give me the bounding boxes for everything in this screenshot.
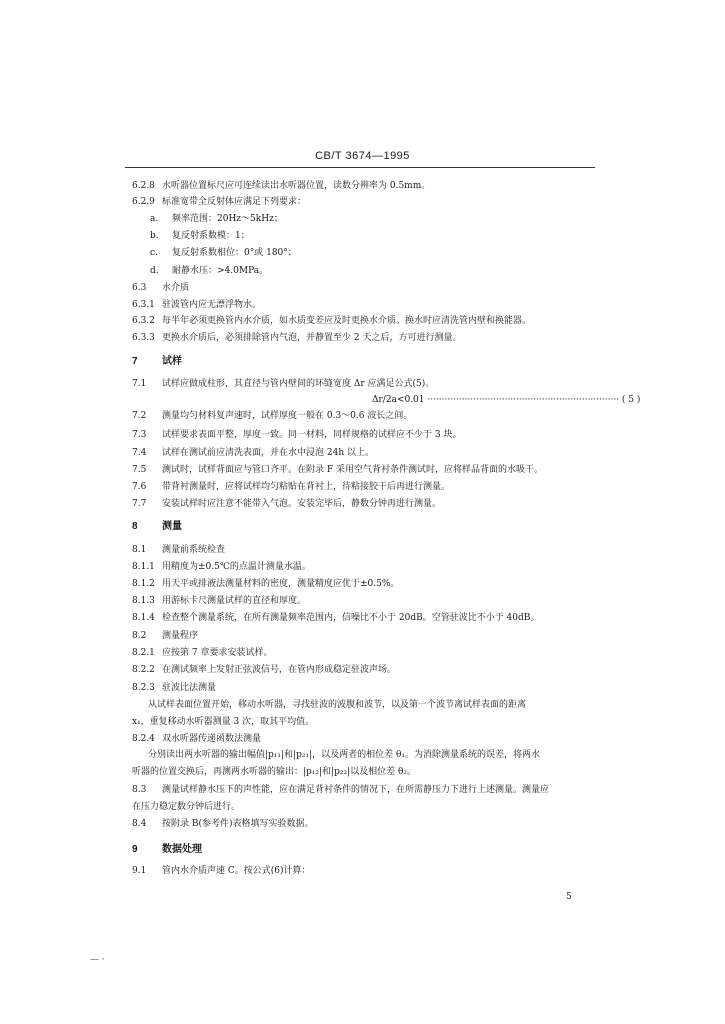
clause-text: 听器的位置交换后，再测两水听器的输出：|p₁₂|和|p₂₂|以及相位差 θ₂。 <box>132 767 416 777</box>
page-header: CB/T 3674—1995 <box>315 150 410 162</box>
text-line <box>372 395 640 406</box>
text-line <box>132 785 549 796</box>
text-line <box>132 411 412 422</box>
text-line <box>150 266 268 277</box>
clause-text: 按附录 B(参考件)表格填写实验数据。 <box>162 819 314 829</box>
clause-text: 测量试样静水压下的声性能，应在满足背衬条件的情况下，在所需静压力下进行上述测量。测量应 <box>162 785 550 795</box>
clause-text: 在压力稳定数分钟后进行。 <box>132 802 241 812</box>
clause-number: b. <box>150 231 159 241</box>
margin-mark: — · <box>90 955 105 965</box>
text-line <box>132 767 416 778</box>
clause-number: 8.2 <box>132 631 147 641</box>
clause-number: 9 <box>132 844 138 855</box>
clause-text: 测量程序 <box>162 631 199 641</box>
clause-number: 8.1.1 <box>132 562 155 572</box>
text-line <box>132 356 182 368</box>
clause-number: 6.3 <box>132 283 147 293</box>
clause-number: 8.2.2 <box>132 665 155 675</box>
clause-number: 8.1 <box>132 545 147 555</box>
text-line <box>132 562 311 573</box>
clause-text: 测试时，试样背面应与管口齐平。在附录 F 采用空气背衬条件测试时，应将样品背面的水吸干。 <box>162 465 543 475</box>
text-line <box>132 499 441 510</box>
page-number: 5 <box>566 892 572 902</box>
text-line <box>150 231 250 242</box>
clause-number: 7.7 <box>132 499 147 509</box>
text-line <box>132 579 399 590</box>
clause-number: 8.2.1 <box>132 648 155 658</box>
text-line <box>150 248 297 259</box>
clause-number: 8.3 <box>132 785 147 795</box>
clause-text: x₁，重复移动水听器测量 3 次，取其平均值。 <box>132 717 315 727</box>
text-line <box>148 750 540 761</box>
text-line <box>132 717 314 728</box>
clause-text: 水听器位置标尺应可连续读出水听器位置，读数分辨率为 0.5mm。 <box>162 181 431 191</box>
clause-text: 测量均匀材料复声速时，试样厚度一般在 0.3～0.6 波长之间。 <box>162 411 413 421</box>
clause-number: 8.1.3 <box>132 596 155 606</box>
clause-number: 8.1.2 <box>132 579 155 589</box>
text-line <box>132 683 216 694</box>
clause-text: 试样应做成柱形，其直径与管内壁间的环缝宽度 Δr 应满足公式(5)。 <box>162 379 435 389</box>
text-line <box>132 819 314 830</box>
clause-text: 试样 <box>162 356 182 367</box>
clause-text: 耐静水压：>4.0MPa。 <box>172 266 269 276</box>
clause-number: 6.3.2 <box>132 316 155 326</box>
text-line <box>132 181 430 192</box>
clause-number: 7.6 <box>132 482 147 492</box>
clause-text: 检查整个测量系统，在所有测量频率范围内，信噪比不小于 20dB。空管驻波比不小于 40dB。 <box>162 613 540 623</box>
text-line <box>132 521 182 533</box>
text-line <box>150 214 283 225</box>
clause-text: 水介质 <box>162 283 190 293</box>
clause-text: 用精度为±0.5℃的点温计测量水温。 <box>162 562 311 572</box>
clause-number: d. <box>150 266 159 276</box>
text-line <box>132 665 396 676</box>
clause-text: 数据处理 <box>162 844 202 855</box>
clause-text: 应按第 7 章要求安装试样。 <box>162 648 273 658</box>
text-line <box>132 545 225 556</box>
clause-number: 8 <box>132 521 138 532</box>
text-line <box>132 448 374 459</box>
clause-number: 8.2.3 <box>132 683 155 693</box>
text-line <box>132 802 240 813</box>
clause-text: 频率范围：20Hz～5kHz； <box>172 214 283 224</box>
clause-text: 分别读出两水听器的输出幅值|p₁₁|和|p₂₁|，以及两者的相位差 θ₁。为消除测量系统的误差，将两水 <box>148 750 540 760</box>
clause-text: 双水听器传递函数法测量 <box>162 734 262 744</box>
clause-text: Δr/2a<0.01 ··································································· ( 5 ) <box>372 395 641 405</box>
clause-text: 驻波比法测量 <box>162 683 217 693</box>
clause-text: 复反射系数相位：0°或 180°； <box>172 248 297 258</box>
text-line <box>148 700 526 711</box>
clause-text: 在测试频率上发射正弦波信号，在管内形成稳定驻波声场。 <box>162 665 397 675</box>
text-line <box>132 300 261 311</box>
header-rule <box>125 167 595 168</box>
clause-number: a. <box>150 214 159 224</box>
clause-number: 7.5 <box>132 465 147 475</box>
text-line <box>132 197 306 208</box>
text-line <box>132 648 272 659</box>
clause-number: 9.1 <box>132 866 147 876</box>
text-line <box>132 482 450 493</box>
clause-text: 试样要求表面平整，厚度一致。同一材料，同样规格的试样应不少于 3 块。 <box>162 430 462 440</box>
clause-number: 6.2.9 <box>132 197 155 207</box>
text-line <box>132 283 189 294</box>
clause-text: 用游标卡尺测量试样的直径和厚度。 <box>162 596 307 606</box>
clause-text: 复反射系数模：1； <box>172 231 250 241</box>
text-line <box>132 844 202 856</box>
clause-number: 6.2.8 <box>132 181 155 191</box>
clause-number: 8.1.4 <box>132 613 155 623</box>
text-line <box>132 613 539 624</box>
clause-number: 7 <box>132 356 138 367</box>
text-line <box>132 316 531 327</box>
text-line <box>132 333 461 344</box>
clause-number: 8.2.4 <box>132 734 155 744</box>
clause-text: 试样在测试前应清洗表面，并在水中浸泡 24h 以上。 <box>162 448 374 458</box>
clause-number: 8.4 <box>132 819 147 829</box>
clause-number: 7.3 <box>132 430 147 440</box>
text-line <box>132 379 434 390</box>
clause-text: 用天平或排液法测量材料的密度，测量精度应优于±0.5%。 <box>162 579 400 589</box>
clause-number: 7.1 <box>132 379 147 389</box>
clause-number: 7.2 <box>132 411 147 421</box>
clause-number: 7.4 <box>132 448 147 458</box>
clause-text: 从试样表面位置开始，移动水听器，寻找驻波的波腹和波节，以及第一个波节离试样表面的距离 <box>148 700 527 710</box>
text-line <box>132 631 198 642</box>
clause-text: 每半年必须更换管内水介质，如水质变差应及时更换水介质。换水时应清洗管内壁和换能器。 <box>162 316 532 326</box>
clause-text: 测量 <box>162 521 182 532</box>
text-line <box>132 866 311 877</box>
clause-text: 测量前系统检查 <box>162 545 226 555</box>
clause-text: 带背衬测量时，应将试样均匀粘贴在背衬上，待粘接胶干后再进行测量。 <box>162 482 451 492</box>
clause-number: c. <box>150 248 158 258</box>
clause-text: 安装试样时应注意不能带入气泡。安装完毕后，静数分钟再进行测量。 <box>162 499 442 509</box>
text-line <box>132 734 261 745</box>
text-line <box>132 596 306 607</box>
clause-number: 6.3.1 <box>132 300 155 310</box>
clause-text: 管内水介质声速 C。按公式(6)计算： <box>162 866 311 876</box>
clause-text: 驻波管内应无漂浮物水。 <box>162 300 262 310</box>
clause-text: 标准宽带全反射体应满足下列要求： <box>162 197 307 207</box>
clause-number: 6.3.3 <box>132 333 155 343</box>
text-line <box>132 465 543 476</box>
text-line <box>132 430 461 441</box>
clause-text: 更换水介质后，必须排除管内气泡，并静置至少 2 天之后，方可进行测量。 <box>162 333 462 343</box>
